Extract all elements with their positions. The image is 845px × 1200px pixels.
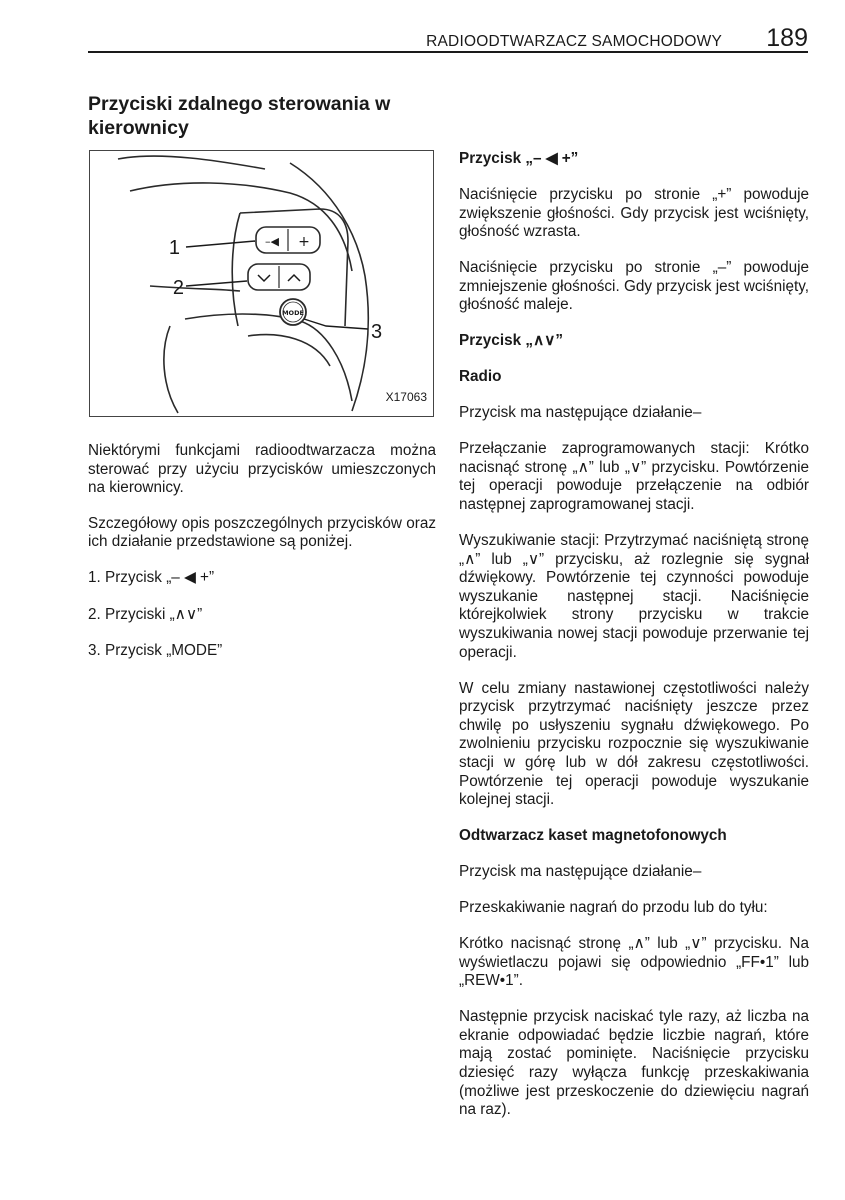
description-paragraph: Szczegółowy opis poszczególnych przycisków oraz ich działanie przedstawione są poniżej. <box>88 514 436 551</box>
list-item-volume: 1. Przycisk „– ◀ +” <box>88 568 215 586</box>
hub-inner <box>248 335 330 366</box>
mode-button-label: MODE <box>282 309 304 317</box>
subheading: Radio <box>459 368 502 386</box>
hub-curve-left <box>164 326 178 413</box>
callout-3: 3 <box>371 321 383 343</box>
callout-2: 2 <box>172 277 184 299</box>
header-rule <box>88 51 808 53</box>
mode-button <box>280 299 306 325</box>
paragraph: Przeskakiwanie nagrań do przodu lub do tyłu: <box>459 899 768 917</box>
list-item-mode: 3. Przycisk „MODE” <box>88 642 223 660</box>
hub-curve-right <box>185 314 352 401</box>
right-column <box>459 150 809 1137</box>
intro-paragraph: Niektórymi funkcjami radioodtwarzacza można sterować przy użyciu przycisków umieszczonych na kierownicy. <box>88 442 436 497</box>
subheading: Przycisk „∧∨” <box>459 332 564 350</box>
seek-button <box>248 264 310 290</box>
page-number: 189 <box>766 24 808 52</box>
volume-minus-speaker-icon: –◀ <box>265 235 279 248</box>
left-column <box>88 442 436 679</box>
page-header <box>88 20 808 54</box>
leader-line-2 <box>186 281 247 286</box>
paragraph: Krótko nacisnąć stronę „∧” lub „∨” przycisku. Na wyświetlaczu pojawi się odpowiednio „FF•1” lub „REW•1”. <box>459 935 809 990</box>
steering-wheel-figure <box>89 150 434 417</box>
spoke-lower-line <box>150 286 240 291</box>
spoke-left <box>232 213 240 326</box>
steering-wheel-illustration <box>90 151 433 416</box>
section-title: Przyciski zdalnego sterowania w kierownicy <box>88 93 391 139</box>
volume-plus-icon: + <box>298 234 310 250</box>
running-title: RADIOODTWARZACZ SAMOCHODOWY <box>426 33 722 50</box>
leader-line-1 <box>186 241 255 247</box>
callout-1: 1 <box>168 237 180 259</box>
list-item-seek: 2. Przyciski „∧∨” <box>88 605 203 623</box>
paragraph: W celu zmiany nastawionej częstotliwości należy przycisk przytrzymać naciśnięty jeszcze przez chwilę po usłyszeniu sygnału dźwiękowego. Po zwolnieniu przycisku rozpocznie się wyszukiwanie stacji w górę lub w dół zakresu częstotliwości. Powtórzenie tej operacji powoduje wyszukanie kolejnej stacji. <box>459 679 809 809</box>
paragraph: Następnie przycisk naciskać tyle razy, aż liczba na ekranie odpowiadać będzie liczbie nagrań, które mają zostać pominięte. Naciśnięcie przycisku dziesięć razy wyłącza funkcję przeskakiwania (możliwe jest przeskoczenie do dziewięciu nagrań na raz). <box>459 1008 809 1119</box>
paragraph: Przycisk ma następujące działanie– <box>459 863 702 881</box>
paragraph: Wyszukiwanie stacji: Przytrzymać naciśniętą stronę „∧” lub „∨” przycisku, aż rozlegnie się sygnał dźwiękowy. Powtórzenie tej czynności powoduje wyszukanie następnej stacji. Naciśnięcie którejkolwiek strony przycisku w trakcie wyszukiwania nowej stacji powoduje przerwanie tej operacji. <box>459 532 809 661</box>
subheading: Odtwarzacz kaset magnetofonowych <box>459 827 727 845</box>
paragraph: Przycisk ma następujące działanie– <box>459 404 702 422</box>
wheel-rim-inner <box>130 183 352 271</box>
figure-code: X17063 <box>385 390 427 404</box>
volume-button <box>256 227 320 253</box>
paragraph: Naciśnięcie przycisku po stronie „–” powoduje zmniejszenie głośności. Gdy przycisk jest wciśnięty, głośność maleje. <box>459 259 809 314</box>
paragraph: Przełączanie zaprogramowanych stacji: Krótko nacisnąć stronę „∧” lub „∨” przycisku. Powtórzenie tej operacji powoduje przełączenie na odbiór następnej zaprogramowanej stacji. <box>459 440 809 514</box>
subheading: Przycisk „– ◀ +” <box>459 150 579 167</box>
paragraph: Naciśnięcie przycisku po stronie „+” powoduje zwiększenie głośności. Gdy przycisk jest wciśnięty, głośność wzrasta. <box>459 185 809 241</box>
wheel-rim-top <box>118 156 265 169</box>
